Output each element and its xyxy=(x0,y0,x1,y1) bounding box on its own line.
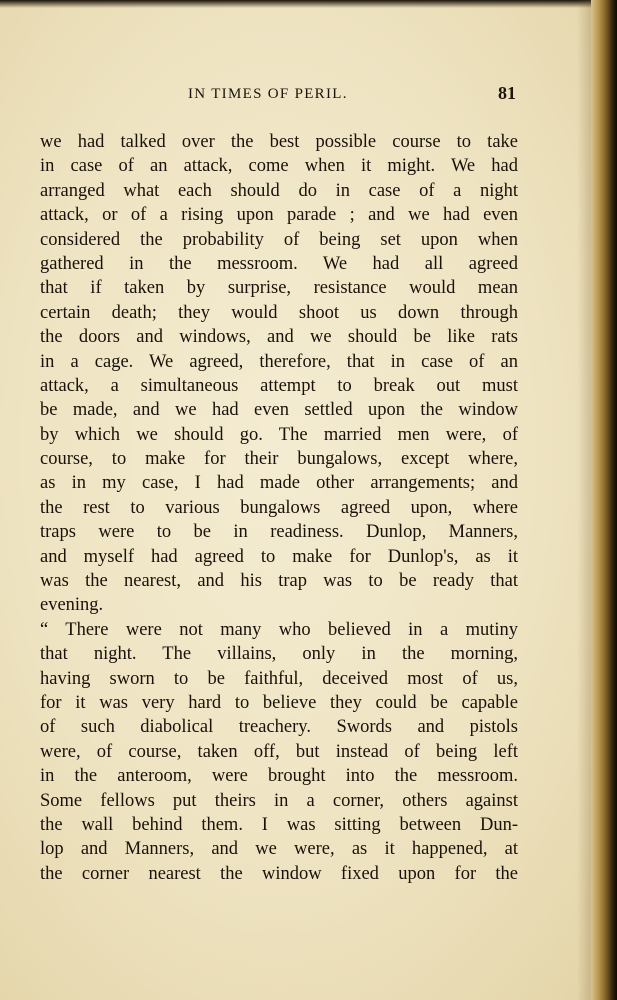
text-line: was the nearest, and his trap was to be ready that xyxy=(40,571,518,592)
page-top-shadow xyxy=(0,0,617,8)
text-line: the doors and windows, and we should be like rats xyxy=(40,327,518,348)
text-line: the rest to various bungalows agreed upon, where xyxy=(40,497,518,518)
text-line: in case of an attack, come when it might. We had xyxy=(40,156,518,177)
text-line: arranged what each should do in case of a night xyxy=(40,180,518,201)
text-line-paragraph-end: evening. xyxy=(40,595,104,616)
text-line: that night. The villains, only in the morning, xyxy=(40,644,518,665)
text-line: lop and Manners, and we were, as it happened, at xyxy=(40,839,518,860)
gutter-shadow xyxy=(577,0,591,1000)
text-line: for it was very hard to believe they could be capable xyxy=(40,692,518,713)
text-line: considered the probability of being set upon when xyxy=(40,229,518,250)
text-line: that if taken by surprise, resistance would mean xyxy=(40,278,518,299)
text-line: we had talked over the best possible course to take xyxy=(40,132,518,152)
text-line: certain death; they would shoot us down through xyxy=(40,302,518,323)
book-spine xyxy=(591,0,617,1000)
text-line: gathered in the messroom. We had all agreed xyxy=(40,253,518,274)
text-line: the wall behind them. I was sitting between Dun- xyxy=(40,814,518,835)
running-title: IN TIMES OF PERIL. xyxy=(188,86,348,102)
text-line: course, to make for their bungalows, except where, xyxy=(40,449,518,470)
text-line: of such diabolical treachery. Swords and pistols xyxy=(40,717,518,738)
text-line: be made, and we had even settled upon the window xyxy=(40,400,518,421)
text-line: traps were to be in readiness. Dunlop, Manners, xyxy=(40,522,518,543)
page-header xyxy=(40,83,518,110)
body-text xyxy=(40,130,518,886)
text-line: “ There were not many who believed in a mutiny xyxy=(40,619,518,640)
text-line: Some fellows put theirs in a corner, others against xyxy=(40,790,518,811)
text-line: attack, a simultaneous attempt to break out must xyxy=(40,375,518,396)
page-number: 81 xyxy=(498,83,516,103)
text-line: as in my case, I had made other arrangements; and xyxy=(40,473,518,494)
text-line: having sworn to be faithful, deceived most of us, xyxy=(40,668,518,689)
text-line: in the anteroom, were brought into the messroom. xyxy=(40,766,518,787)
text-line: were, of course, taken off, but instead of being left xyxy=(40,741,518,762)
text-line: in a cage. We agreed, therefore, that in case of an xyxy=(40,351,518,372)
text-line: and myself had agreed to make for Dunlop's, as it xyxy=(40,546,518,567)
text-line: attack, or of a rising upon parade ; and we had even xyxy=(40,205,518,226)
text-line: the corner nearest the window fixed upon for the xyxy=(40,863,518,884)
text-line: by which we should go. The married men were, of xyxy=(40,424,518,445)
